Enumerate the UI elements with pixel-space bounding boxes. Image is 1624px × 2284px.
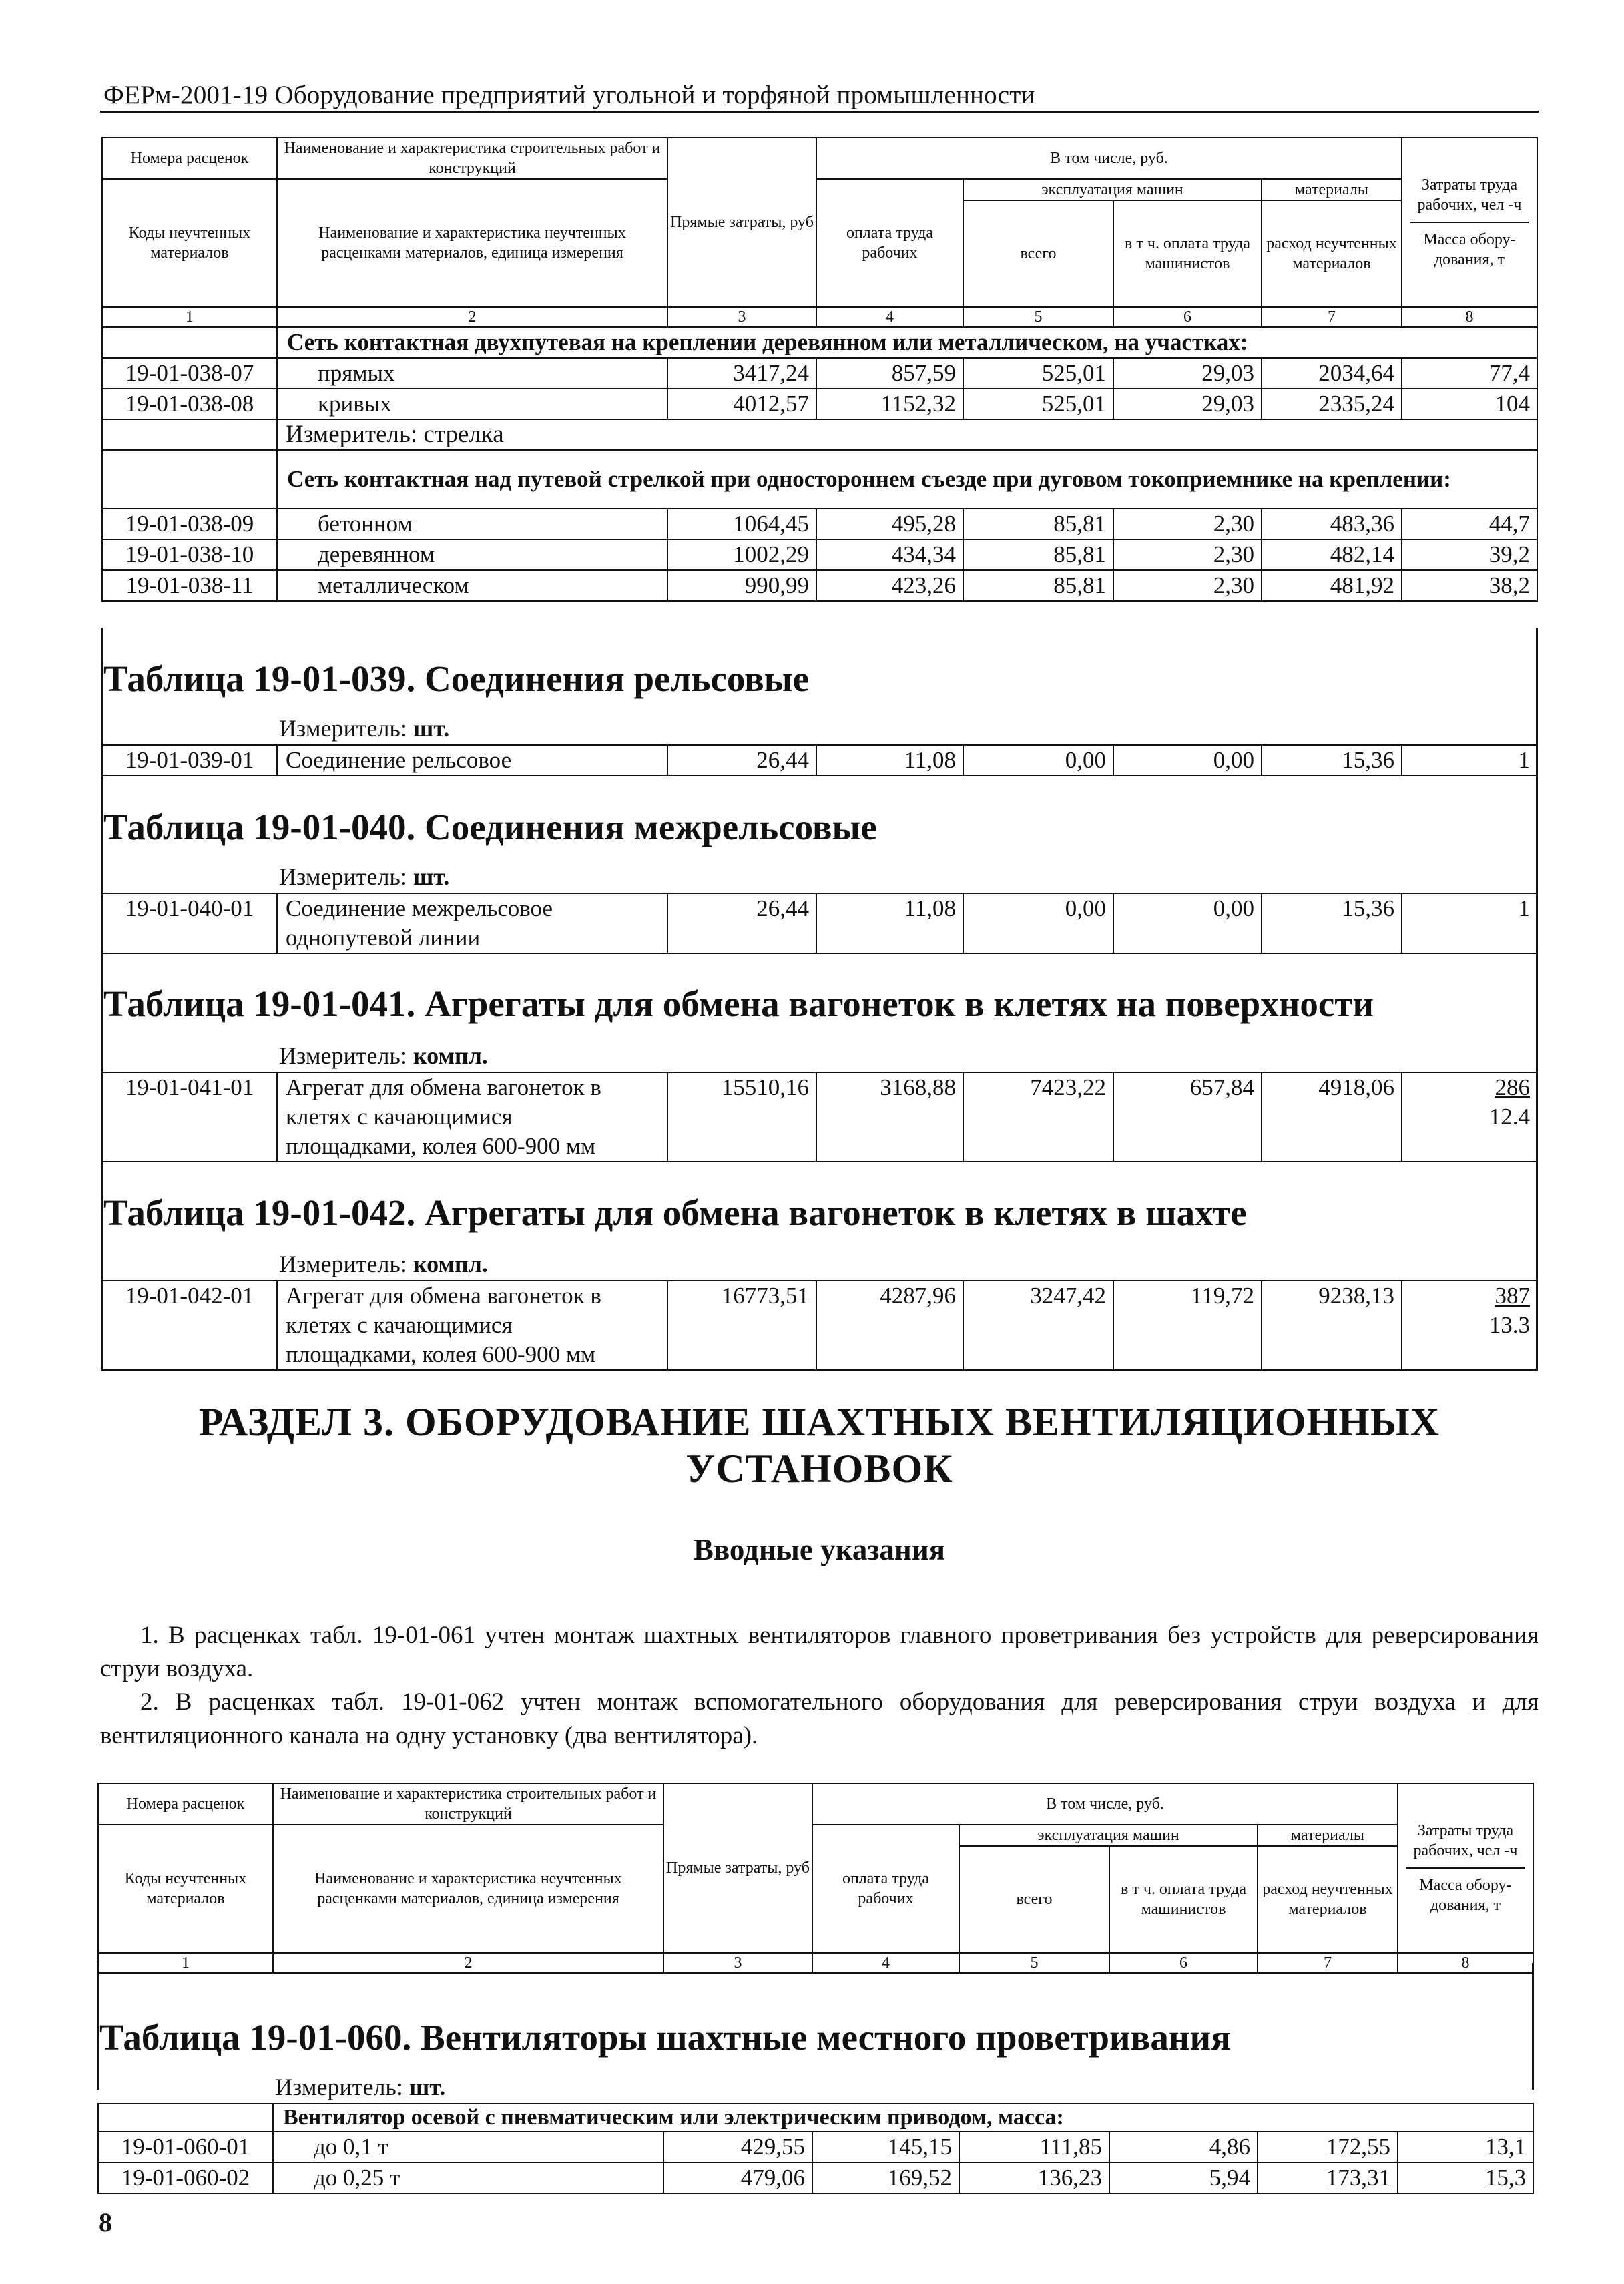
materials-use: 482,14 (1262, 539, 1402, 570)
machines-total: 85,81 (963, 509, 1113, 539)
direct-costs: 4012,57 (667, 389, 816, 419)
rate-code: 19-01-060-01 (98, 2132, 273, 2162)
machines-total: 525,01 (963, 358, 1113, 389)
page-number: 8 (99, 2207, 112, 2237)
section-title (100, 1399, 1539, 1492)
labor-cost: 38,2 (1402, 570, 1537, 601)
measure-unit: Измеритель: шт. (279, 863, 450, 890)
rates-table-header-2 (97, 1783, 1534, 1974)
labor-pay: 495,28 (816, 509, 963, 539)
measure-unit: Измеритель: компл. (279, 1042, 488, 1069)
frame-right-line (1532, 1963, 1534, 2090)
table-row (98, 2132, 1533, 2162)
table-row (102, 893, 1537, 953)
labor-cost: 15,3 (1398, 2162, 1533, 2193)
header-direct-costs: Прямые затраты, руб (667, 138, 816, 307)
measure-unit: Измеритель: шт. (275, 2074, 446, 2100)
rate-name: прямых (277, 358, 667, 389)
labor-cost: 77,4 (1402, 358, 1537, 389)
header-machinists: в т ч. оплата труда машинистов (1113, 200, 1262, 307)
frame-right-line (1536, 628, 1538, 1369)
machinists-pay: 4,86 (1109, 2132, 1258, 2162)
rate-code: 19-01-039-01 (102, 745, 277, 776)
rate-name: Агрегат для обмена вагонеток в клетях с качающимися площадками, колея 600-900 мм (277, 1072, 667, 1162)
rate-code: 19-01-038-09 (102, 509, 277, 539)
table-title: Таблица 19-01-042. Агрегаты для обмена вагонеток в клетях в шахте (103, 1192, 1247, 1233)
header-materials-use: расход неучтенных материалов (1258, 1846, 1398, 1953)
direct-costs: 26,44 (667, 745, 816, 776)
header-materials-use: расход неучтенных материалов (1262, 200, 1402, 307)
header-machinists: в т ч. оплата труда машинистов (1109, 1846, 1258, 1953)
labor-pay: 4287,96 (816, 1281, 963, 1370)
rates-table-039 (101, 744, 1538, 776)
labor-pay: 11,08 (816, 893, 963, 953)
equipment-mass: 12.4 (1488, 1104, 1530, 1130)
col-number: 3 (663, 1953, 812, 1973)
labor-cost: 286 (1495, 1074, 1530, 1100)
col-number: 6 (1109, 1953, 1258, 1973)
materials-use: 172,55 (1258, 2132, 1398, 2162)
header-machines: эксплуатация машин (963, 179, 1262, 200)
table-row (102, 1072, 1537, 1162)
col-number: 4 (812, 1953, 959, 1973)
col-number: 1 (102, 307, 277, 327)
machinists-pay: 5,94 (1109, 2162, 1258, 2193)
labor-cost: 1 (1402, 745, 1537, 776)
labor-pay: 434,34 (816, 539, 963, 570)
labor-pay: 145,15 (812, 2132, 959, 2162)
labor-cost-and-mass (1402, 1281, 1537, 1370)
table-title: Таблица 19-01-039. Соединения рельсовые (103, 658, 810, 699)
machines-total: 136,23 (959, 2162, 1109, 2193)
materials-use: 2034,64 (1262, 358, 1402, 389)
table-title: Таблица 19-01-040. Соединения межрельсовые (103, 807, 877, 847)
machinists-pay: 29,03 (1113, 389, 1262, 419)
rates-table-038 (101, 137, 1538, 602)
machines-total: 7423,22 (963, 1072, 1113, 1162)
measure-unit: Измеритель: стрелка (277, 419, 1537, 450)
group-heading: Сеть контактная над путевой стрелкой при одностороннем съезде при дуговом токоприемнике на креплении: (277, 450, 1537, 509)
materials-use: 4918,06 (1262, 1072, 1402, 1162)
header-materials: материалы (1258, 1825, 1398, 1846)
materials-use: 481,92 (1262, 570, 1402, 601)
header-codes: Коды неучтенных материалов (102, 179, 277, 307)
header-labor-cost (1398, 1783, 1533, 1953)
table-row (102, 389, 1537, 419)
rate-code: 19-01-040-01 (102, 893, 277, 953)
rate-code: 19-01-038-08 (102, 389, 277, 419)
direct-costs: 429,55 (663, 2132, 812, 2162)
materials-use: 483,36 (1262, 509, 1402, 539)
table-title: Таблица 19-01-060. Вентиляторы шахтные местного проветривания (99, 2017, 1231, 2058)
rate-name: деревянном (277, 539, 667, 570)
direct-costs: 16773,51 (667, 1281, 816, 1370)
header-direct-costs: Прямые затраты, руб (663, 1783, 812, 1953)
frame-left-line (97, 1963, 99, 2090)
header-name-works: Наименование и характеристика строительных работ и конструкций (273, 1783, 663, 1825)
machinists-pay: 0,00 (1113, 893, 1262, 953)
machines-total: 3247,42 (963, 1281, 1113, 1370)
rate-name: металлическом (277, 570, 667, 601)
equip-mass-label: Масса обору-дования, т (1419, 1877, 1512, 1914)
labor-pay: 3168,88 (816, 1072, 963, 1162)
col-number: 2 (277, 307, 667, 327)
header-materials: материалы (1262, 179, 1402, 200)
header-name-works: Наименование и характеристика строительных работ и конструкций (277, 138, 667, 179)
header-machines: эксплуатация машин (959, 1825, 1258, 1846)
equip-mass-label: Масса обору-дования, т (1423, 231, 1516, 268)
table-row (98, 2162, 1533, 2193)
rate-name: до 0,25 т (273, 2162, 663, 2193)
labor-cost: 1 (1402, 893, 1537, 953)
labor-cost-and-mass (1402, 1072, 1537, 1162)
col-number: 4 (816, 307, 963, 327)
rate-name: Соединение межрельсовое однопутевой линии (277, 893, 667, 953)
header-labor-cost (1402, 138, 1537, 307)
labor-cost: 387 (1495, 1283, 1530, 1309)
rate-name: до 0,1 т (273, 2132, 663, 2162)
section-title-line: УСТАНОВОК (686, 1447, 953, 1491)
table-row (102, 509, 1537, 539)
labor-cost: 44,7 (1402, 509, 1537, 539)
intro-title: Вводные указания (693, 1533, 946, 1566)
direct-costs: 26,44 (667, 893, 816, 953)
measure-unit: Измеритель: компл. (279, 1250, 488, 1277)
frame-left-line (101, 628, 103, 1369)
labor-pay: 1152,32 (816, 389, 963, 419)
equipment-mass: 13.3 (1488, 1312, 1530, 1338)
group-heading: Вентилятор осевой с пневматическим или электрическим приводом, масса: (273, 2104, 1533, 2132)
rate-name: Агрегат для обмена вагонеток в клетях с качающимися площадками, колея 600-900 мм (277, 1281, 667, 1370)
materials-use: 15,36 (1262, 745, 1402, 776)
machines-total: 111,85 (959, 2132, 1109, 2162)
labor-cost-label: Затраты труда рабочих, чел -ч (1417, 176, 1522, 214)
col-number: 2 (273, 1953, 663, 1973)
labor-pay: 11,08 (816, 745, 963, 776)
machinists-pay: 29,03 (1113, 358, 1262, 389)
header-rate-no: Номера расценок (98, 1783, 273, 1825)
machinists-pay: 2,30 (1113, 570, 1262, 601)
table-row (102, 539, 1537, 570)
col-number: 8 (1402, 307, 1537, 327)
labor-pay: 169,52 (812, 2162, 959, 2193)
header-machines-total: всего (959, 1846, 1109, 1953)
table-title: Таблица 19-01-041. Агрегаты для обмена вагонеток в клетях на поверхности (103, 983, 1374, 1024)
rate-code: 19-01-041-01 (102, 1072, 277, 1162)
header-codes: Коды неучтенных материалов (98, 1825, 273, 1953)
rate-code: 19-01-042-01 (102, 1281, 277, 1370)
machinists-pay: 657,84 (1113, 1072, 1262, 1162)
header-labor-pay: оплата труда рабочих (816, 179, 963, 307)
rates-table-060 (97, 2103, 1534, 2194)
header-rule (100, 111, 1539, 113)
header-name-materials: Наименование и характеристика неучтенных расценками материалов, единица измерения (273, 1825, 663, 1953)
machinists-pay: 0,00 (1113, 745, 1262, 776)
rates-table-042 (101, 1280, 1538, 1371)
rate-code: 19-01-038-10 (102, 539, 277, 570)
machinists-pay: 2,30 (1113, 509, 1262, 539)
rate-name: Соединение рельсовое (277, 745, 667, 776)
rate-code: 19-01-038-11 (102, 570, 277, 601)
rate-name: кривых (277, 389, 667, 419)
intro-paragraph: 1. В расценках табл. 19-01-061 учтен монтаж шахтных вентиляторов главного проветривания без устройств для реверсирования струи воздуха. (100, 1622, 1539, 1682)
labor-cost: 104 (1402, 389, 1537, 419)
table-row (102, 745, 1537, 776)
machinists-pay: 119,72 (1113, 1281, 1262, 1370)
labor-cost: 39,2 (1402, 539, 1537, 570)
header-rate-no: Номера расценок (102, 138, 277, 179)
group-heading: Сеть контактная двухпутевая на креплении деревянном или металлическом, на участках: (277, 327, 1537, 358)
table-row (102, 358, 1537, 389)
materials-use: 9238,13 (1262, 1281, 1402, 1370)
col-number: 7 (1262, 307, 1402, 327)
labor-cost-label: Затраты труда рабочих, чел -ч (1413, 1822, 1518, 1859)
intro-paragraph: 2. В расценках табл. 19-01-062 учтен монтаж вспомогательного оборудования для реверсирования струи воздуха и для вентиляционного канала на одну установку (два вентилятора). (100, 1688, 1539, 1749)
header-labor-pay: оплата труда рабочих (812, 1825, 959, 1953)
col-number: 5 (959, 1953, 1109, 1973)
col-number: 8 (1398, 1953, 1533, 1973)
machines-total: 0,00 (963, 893, 1113, 953)
section-title-line: РАЗДЕЛ 3. ОБОРУДОВАНИЕ ШАХТНЫХ ВЕНТИЛЯЦИОННЫХ (198, 1400, 1440, 1444)
rates-table-040 (101, 893, 1538, 954)
direct-costs: 15510,16 (667, 1072, 816, 1162)
document-header: ФЕРм-2001-19 Оборудование предприятий угольной и торфяной промышленности (103, 81, 1035, 109)
rate-name: бетонном (277, 509, 667, 539)
header-including: В том числе, руб. (812, 1783, 1398, 1825)
labor-cost: 13,1 (1398, 2132, 1533, 2162)
rate-code: 19-01-038-07 (102, 358, 277, 389)
machines-total: 85,81 (963, 539, 1113, 570)
machines-total: 85,81 (963, 570, 1113, 601)
labor-pay: 857,59 (816, 358, 963, 389)
machinists-pay: 2,30 (1113, 539, 1262, 570)
machines-total: 525,01 (963, 389, 1113, 419)
header-machines-total: всего (963, 200, 1113, 307)
col-number: 3 (667, 307, 816, 327)
measure-unit: Измеритель: шт. (279, 715, 450, 742)
machines-total: 0,00 (963, 745, 1113, 776)
col-number: 6 (1113, 307, 1262, 327)
rates-table-041 (101, 1072, 1538, 1162)
table-row (102, 1281, 1537, 1370)
direct-costs: 990,99 (667, 570, 816, 601)
col-number: 5 (963, 307, 1113, 327)
labor-pay: 423,26 (816, 570, 963, 601)
direct-costs: 479,06 (663, 2162, 812, 2193)
materials-use: 2335,24 (1262, 389, 1402, 419)
direct-costs: 3417,24 (667, 358, 816, 389)
materials-use: 173,31 (1258, 2162, 1398, 2193)
direct-costs: 1064,45 (667, 509, 816, 539)
rate-code: 19-01-060-02 (98, 2162, 273, 2193)
table-row (102, 570, 1537, 601)
direct-costs: 1002,29 (667, 539, 816, 570)
header-including: В том числе, руб. (816, 138, 1402, 179)
col-number: 7 (1258, 1953, 1398, 1973)
header-name-materials: Наименование и характеристика неучтенных расценками материалов, единица измерения (277, 179, 667, 307)
col-number: 1 (98, 1953, 273, 1973)
materials-use: 15,36 (1262, 893, 1402, 953)
